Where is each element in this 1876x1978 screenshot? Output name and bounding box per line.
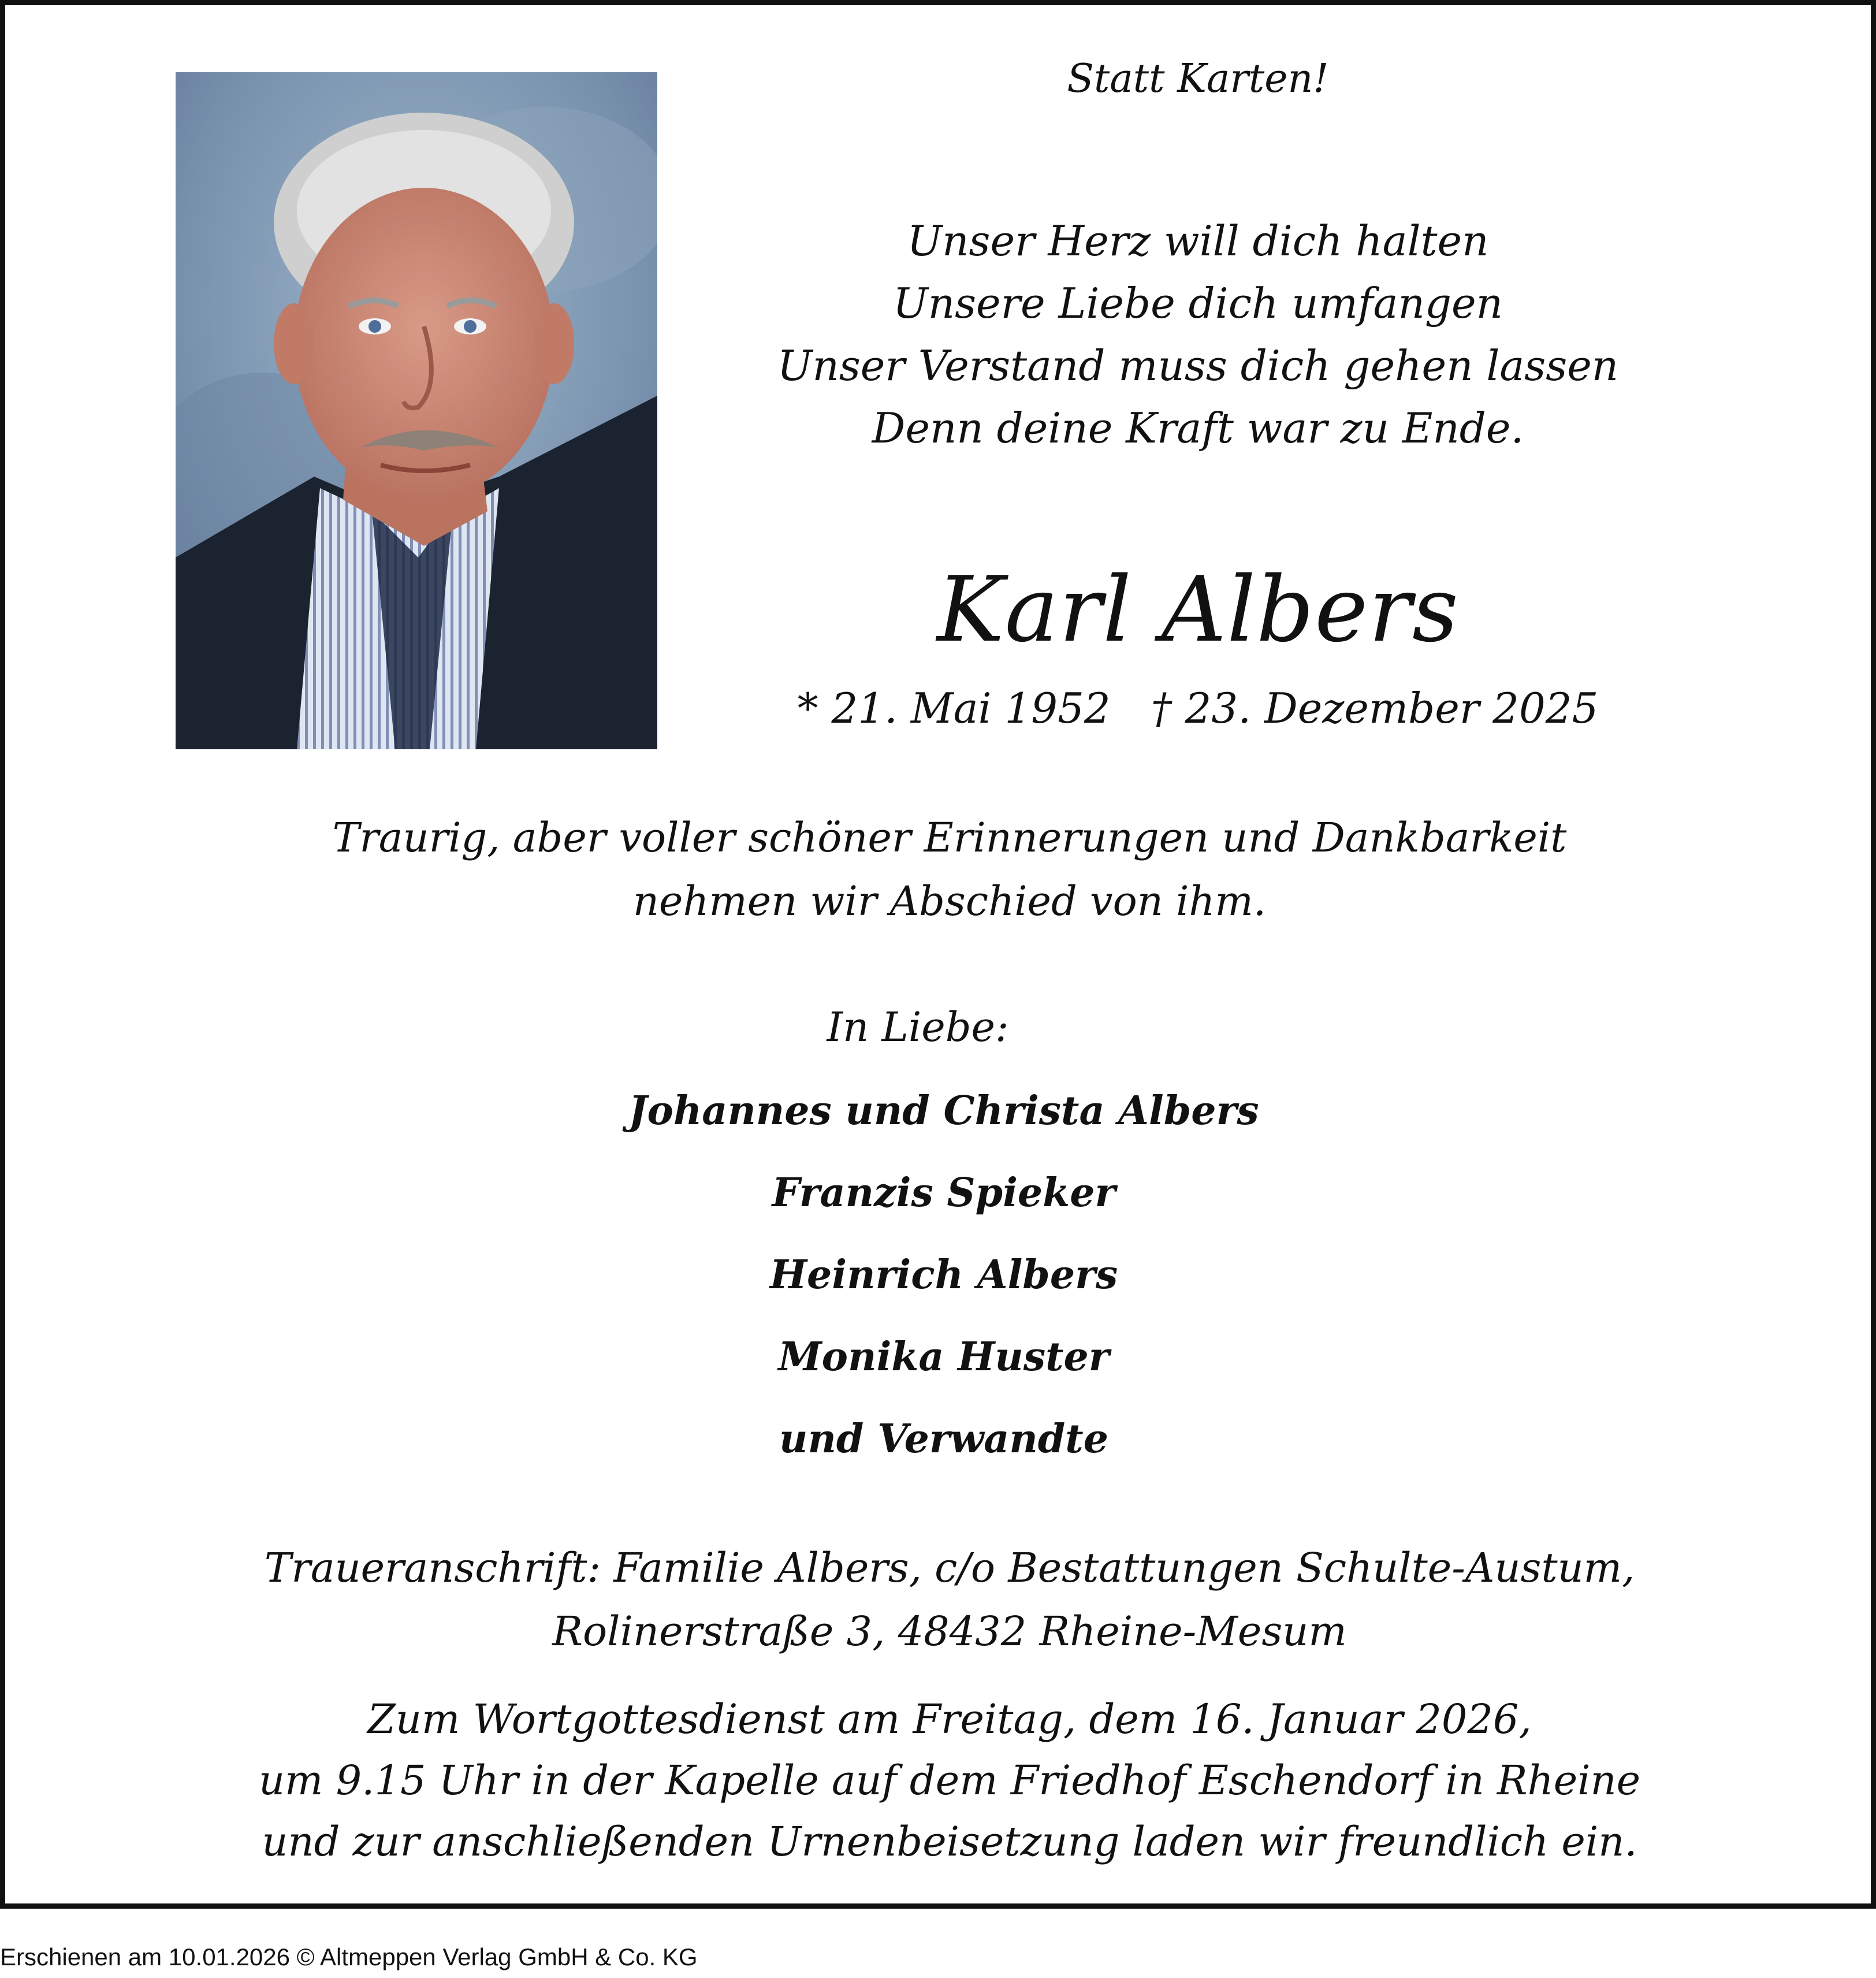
mourning-address-line: Traueranschrift: Familie Albers, c/o Bestattungen Schulte-Austum, — [264, 1544, 1635, 1592]
family-member: Franzis Spieker — [772, 1170, 1116, 1216]
verse-line: Denn deine Kraft war zu Ende. — [872, 404, 1524, 452]
family-member: Johannes und Christa Albers — [628, 1088, 1259, 1134]
service-info-line: Zum Wortgottesdienst am Freitag, dem 16. Januar 2026, — [367, 1696, 1532, 1743]
death-date: † 23. Dezember 2025 — [1151, 684, 1599, 733]
family-member: Monika Huster — [778, 1334, 1110, 1380]
in-love-label: In Liebe: — [827, 1003, 1009, 1051]
family-member: Heinrich Albers — [769, 1252, 1118, 1298]
mourning-text-line: Traurig, aber voller schöner Erinnerungen und Dankbarkeit — [332, 814, 1567, 861]
birth-date: * 21. Mai 1952 — [797, 684, 1111, 733]
verse-line: Unser Verstand muss dich gehen lassen — [777, 341, 1619, 390]
publication-footer: Erschienen am 10.01.2026 © Altmeppen Verlag GmbH & Co. KG — [0, 1943, 698, 1970]
mourning-address-line: Rolinerstraße 3, 48432 Rheine-Mesum — [552, 1608, 1347, 1655]
service-info-line: und zur anschließenden Urnenbeisetzung laden wir freundlich ein. — [262, 1818, 1637, 1865]
life-dates — [716, 684, 1680, 733]
family-member: und Verwandte — [779, 1416, 1108, 1462]
verse-line: Unsere Liebe dich umfangen — [893, 279, 1503, 328]
portrait-photo — [176, 72, 657, 749]
statt-karten-heading: Statt Karten! — [1067, 56, 1329, 102]
service-info-line: um 9.15 Uhr in der Kapelle auf dem Friedhof Eschendorf in Rheine — [258, 1757, 1641, 1804]
verse-line: Unser Herz will dich halten — [907, 217, 1489, 265]
deceased-name: Karl Albers — [937, 557, 1459, 662]
mourning-text-line: nehmen wir Abschied von ihm. — [632, 878, 1267, 925]
